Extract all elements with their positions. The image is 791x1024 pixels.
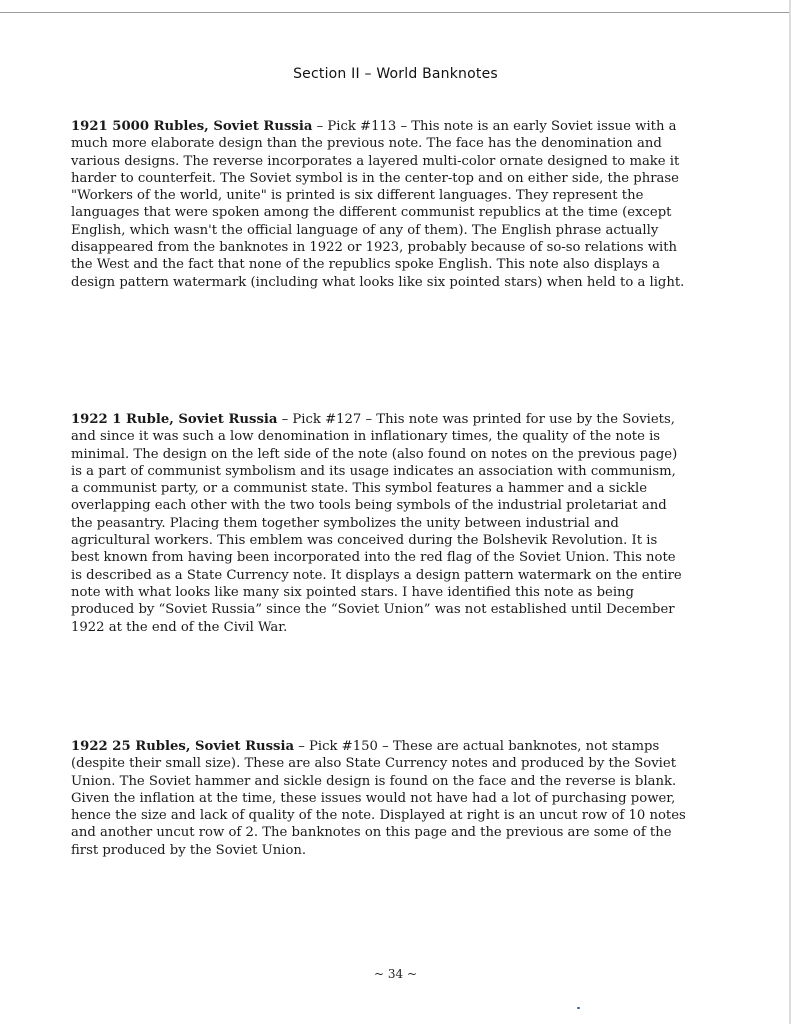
banknote-entry-25-rubles — [71, 738, 686, 859]
section-header — [0, 66, 791, 82]
page-number: ~ 34 ~ — [373, 967, 417, 981]
entry-heading: 1922 25 Rubles, Soviet Russia — [71, 739, 295, 754]
entry-body: – Pick #113 – This note is an early Soviet issue with a much more elaborate design than the previous note. The face has the denomination and various designs. The reverse incorporates a layered multi-color ornate designed to make it harder to counterfeit. The Soviet symbol is in the center-top and on either side, the phrase "Workers of the world, unite" is printed is six different languages. They represent the languages that were spoken among the different communist republics at the time (except English, which wasn't the official language of any of them). The English phrase actually disappeared from the banknotes in 1922 or 1923, probably because of so-so relations with the West and the fact that none of the republics spoke English. This note also displays a design pattern watermark (including what looks like six pointed stars) when held to a light. — [71, 119, 685, 290]
scan-top-rule — [0, 12, 791, 13]
entry-body: – Pick #127 – This note was printed for use by the Soviets, and since it was such a low denomination in inflationary times, the quality of the note is minimal. The design on the left side of the note (also found on notes on the previous page) is a part of communist symbolism and its usage indicates an association with communism, a communist party, or a communist state. This symbol features a hammer and a sickle overlapping each other with the two tools being symbols of the industrial proletariat and the peasantry. Placing them together symbolizes the unity between industrial and agricultural workers. This emblem was conceived during the Bolshevik Revolution. It is best known from having been incorporated into the red flag of the Soviet Union. This note is described as a State Currency note. It displays a design pattern watermark on the entire note with what looks like many six pointed stars. I have identified this note as being produced by “Soviet Russia” since the “Soviet Union” was not established until December 1922 at the end of the Civil War. — [71, 412, 682, 635]
banknote-entry-5000-rubles — [71, 118, 686, 291]
entry-heading: 1921 5000 Rubles, Soviet Russia — [71, 119, 313, 134]
scan-speck — [577, 1007, 580, 1009]
entry-heading: 1922 1 Ruble, Soviet Russia — [71, 412, 278, 427]
section-title: Section II – World Banknotes — [293, 66, 498, 82]
entry-body: – Pick #150 – These are actual banknotes, not stamps (despite their small size). These are also State Currency notes and produced by the Soviet Union. The Soviet hammer and sickle design is found on the face and the reverse is blank. Given the inflation at the time, these issues would not have had a lot of purchasing power, hence the size and lack of quality of the note. Displayed at right is an uncut row of 10 notes and another uncut row of 2. The banknotes on this page and the previous are some of the first produced by the Soviet Union. — [71, 739, 686, 858]
banknote-entry-1-ruble — [71, 411, 686, 636]
